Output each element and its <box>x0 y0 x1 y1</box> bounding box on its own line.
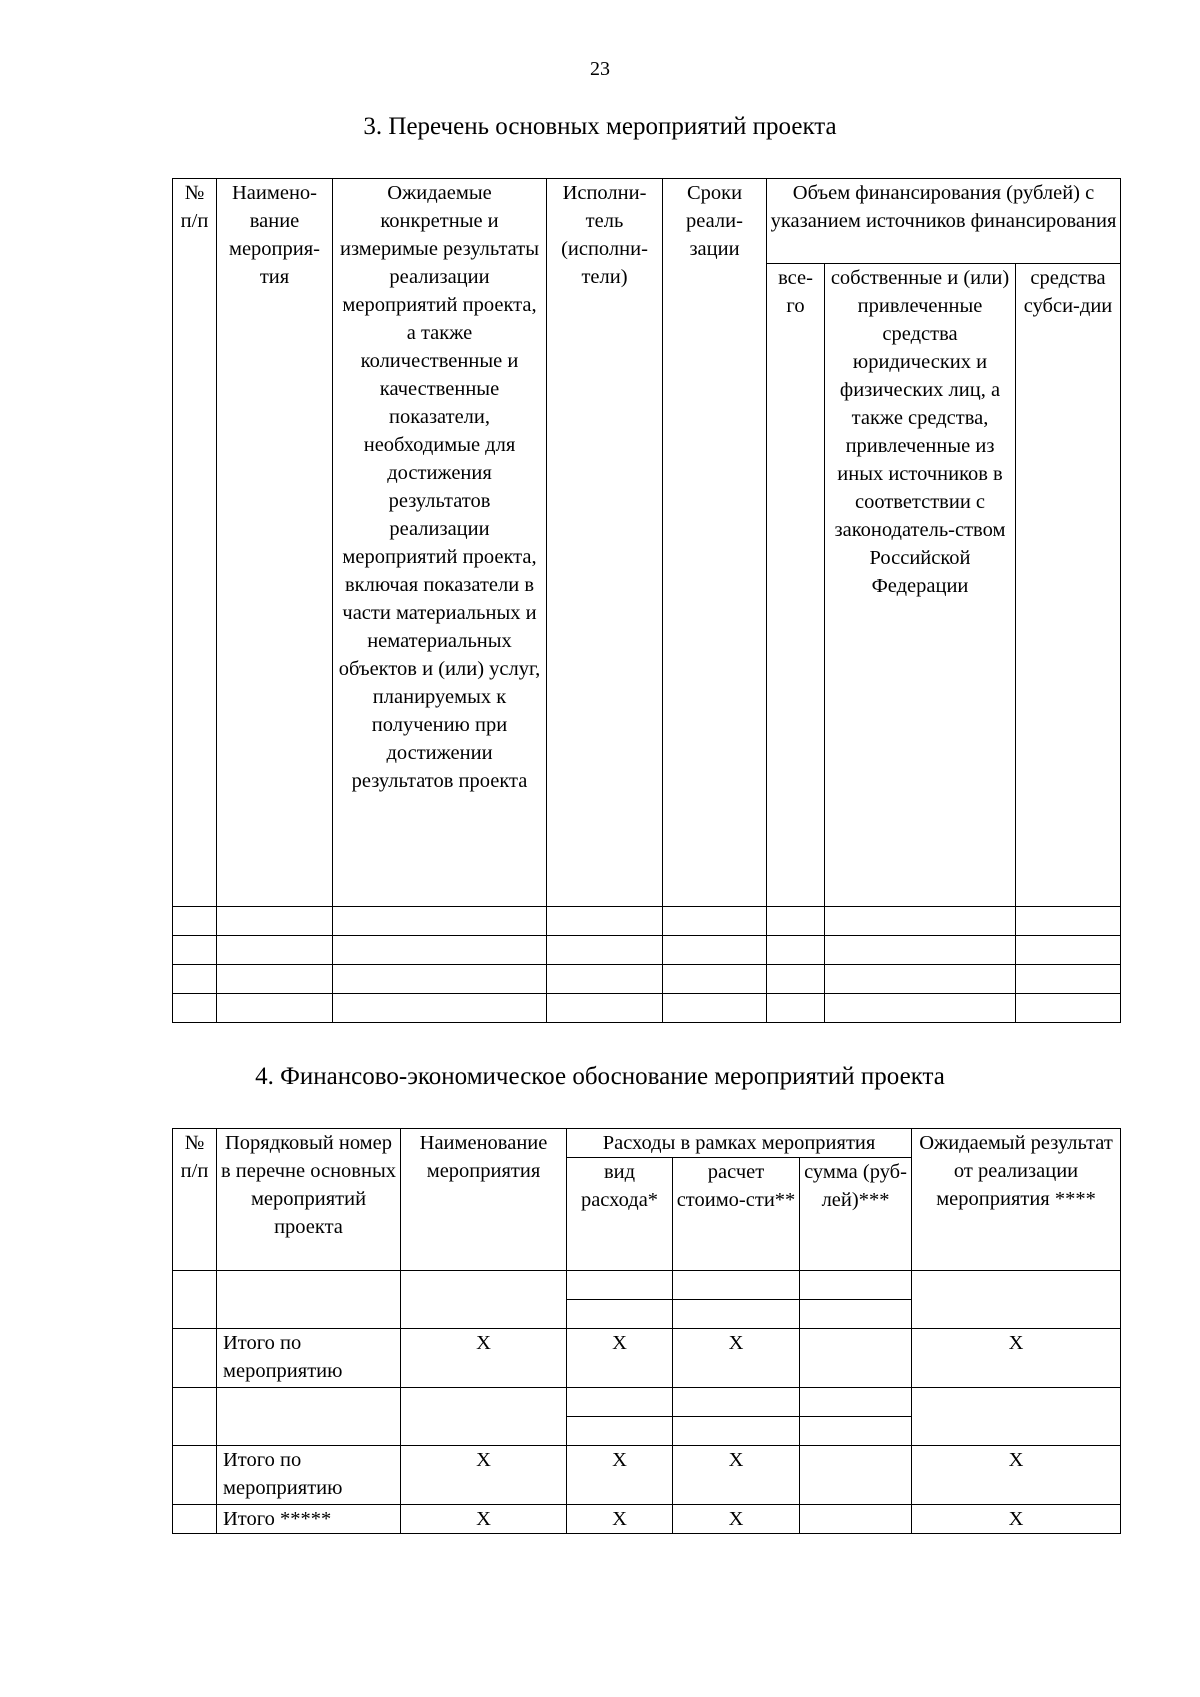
x-mark: Х <box>673 1329 800 1388</box>
header-num: № п/п <box>173 1129 217 1271</box>
header-own-funds: собственные и (или) привлеченные средства юридических и физических лиц, а также средства, привлеченные из иных источников в соответствии с законодатель-ством Российской Федерации <box>825 264 1016 907</box>
header-cost-calc: расчет стоимо-сти** <box>673 1158 800 1271</box>
table-row <box>173 994 1121 1023</box>
x-mark: Х <box>401 1505 567 1534</box>
header-executor: Исполни-тель (исполни-тели) <box>547 179 663 907</box>
table-row <box>173 936 1121 965</box>
table-row <box>173 1388 1121 1417</box>
table-row <box>173 1271 1121 1300</box>
header-terms: Сроки реали-зации <box>663 179 767 907</box>
table-row <box>173 907 1121 936</box>
x-mark: Х <box>912 1446 1121 1505</box>
activities-table <box>172 178 1121 1023</box>
x-mark: Х <box>567 1329 673 1388</box>
total-by-event-label: Итого по мероприятию <box>217 1446 401 1505</box>
x-mark: Х <box>673 1505 800 1534</box>
header-order: Порядковый номер в перечне основных мероприятий проекта <box>217 1129 401 1271</box>
table-row <box>173 965 1121 994</box>
header-name: Наименование мероприятия <box>401 1129 567 1271</box>
x-mark: Х <box>912 1329 1121 1388</box>
section-3-title: 3. Перечень основных мероприятий проекта <box>363 113 837 140</box>
x-mark: Х <box>912 1505 1121 1534</box>
header-expenses: Расходы в рамках мероприятия <box>567 1129 912 1158</box>
table-row <box>173 1329 1121 1388</box>
financial-justification-table <box>172 1128 1121 1534</box>
table-row <box>173 1505 1121 1534</box>
header-result: Ожидаемый результат от реализации мероприятия **** <box>912 1129 1121 1271</box>
header-subsidy: средства субси-дии <box>1016 264 1121 907</box>
header-num: № п/п <box>173 179 217 907</box>
x-mark: Х <box>673 1446 800 1505</box>
x-mark: Х <box>567 1505 673 1534</box>
grand-total-label: Итого ***** <box>217 1505 401 1534</box>
header-expense-type: вид расхода* <box>567 1158 673 1271</box>
header-funding: Объем финансирования (рублей) с указанием источников финансирования <box>767 179 1121 264</box>
total-by-event-label: Итого по мероприятию <box>217 1329 401 1388</box>
header-name: Наимено-вание мероприя-тия <box>217 179 333 907</box>
page-number: 23 <box>590 58 610 80</box>
header-total: все-го <box>767 264 825 907</box>
table-row <box>173 1446 1121 1505</box>
section-4-title: 4. Финансово-экономическое обоснование мероприятий проекта <box>255 1063 945 1090</box>
header-sum: сумма (руб-лей)*** <box>800 1158 912 1271</box>
x-mark: Х <box>567 1446 673 1505</box>
x-mark: Х <box>401 1446 567 1505</box>
header-results: Ожидаемые конкретные и измеримые результаты реализации мероприятий проекта, а также количественные и качественные показатели, необходимые для достижения результатов реализации мероприятий проекта, включая показатели в части материальных и нематериальных объектов и (или) услуг, планируемых к получению при достижении результатов проекта <box>333 179 547 907</box>
x-mark: Х <box>401 1329 567 1388</box>
